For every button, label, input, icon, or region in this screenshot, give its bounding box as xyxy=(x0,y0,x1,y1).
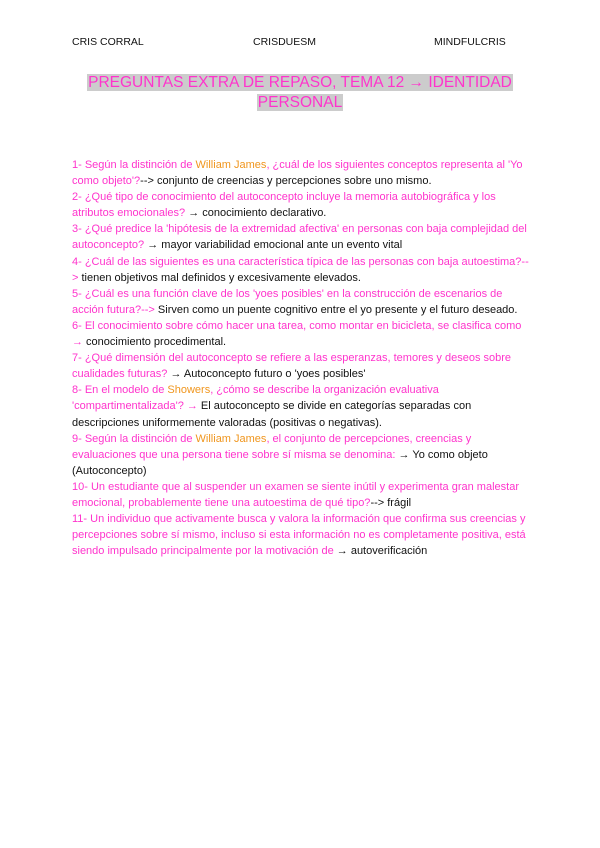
question-text: , el conjunto de percepciones, creencias y evaluaciones que una persona tiene sobre sí misma se denomina: xyxy=(72,432,472,461)
question-text: 8- En el modelo de xyxy=(72,384,168,397)
question-item xyxy=(72,157,532,189)
answer-text: → autoverificación xyxy=(336,545,428,558)
question-text: , ¿cuál de los siguientes conceptos representa al 'Yo como objeto'? xyxy=(72,159,523,188)
author-name: William James xyxy=(195,159,267,171)
question-text: 7- ¿Qué dimensión del autoconcepto se refiere a las esperanzas, temores y deseos sobre cualidades futuras? xyxy=(72,352,512,381)
question-text: 3- ¿Qué predice la 'hipótesis de la extremidad afectiva' en personas con baja complejidad del autoconcepto? xyxy=(72,223,527,252)
answer-text: --> conjunto de creencias y percepciones sobre uno mismo. xyxy=(140,175,432,188)
question-text: 11- Un individuo que activamente busca y valora la información que confirma sus creencias y percepciones sobre sí mismo, incluso si esta información no es completamente positiva, está siendo impulsado principalmente por la motivación de xyxy=(72,513,526,558)
question-item xyxy=(72,479,532,511)
question-text: 5- ¿Cuál es una función clave de los 'yoes posibles' en la construcción de escenarios de acción futura?--> xyxy=(72,287,503,316)
question-item xyxy=(72,511,532,559)
question-text: → xyxy=(186,400,198,413)
question-text: 4- ¿Cuál de las siguientes es una característica típica de las personas con baja autoestima?--> xyxy=(72,255,529,284)
question-text: 9- Según la distinción de xyxy=(72,432,196,445)
question-item xyxy=(72,254,532,286)
question-item xyxy=(72,350,532,382)
question-list xyxy=(72,157,532,559)
question-item xyxy=(72,189,532,221)
answer-text: → mayor variabilidad emocional ante un evento vital xyxy=(147,239,403,252)
answer-text: → Autoconcepto futuro o 'yoes posibles' xyxy=(170,368,366,381)
question-text: 10- Un estudiante que al suspender un examen se siente inútil y experimenta gran malestar emocional, probablemente tiene una autoestima de qué tipo? xyxy=(72,480,519,509)
page-header xyxy=(0,36,600,50)
question-text: 2- ¿Qué tipo de conocimiento del autoconcepto incluye la memoria autobiográfica y los atributos emocionales? xyxy=(72,191,496,220)
document-title xyxy=(60,73,540,113)
answer-text: → conocimiento declarativo. xyxy=(188,207,327,220)
question-item xyxy=(72,221,532,253)
title-line-1: PREGUNTAS EXTRA DE REPASO, TEMA 12 → IDENTIDAD xyxy=(88,74,512,91)
answer-text: conocimiento procedimental. xyxy=(83,336,227,349)
answer-text: --> frágil xyxy=(370,496,412,509)
header-handle-center: CRISDUESM xyxy=(253,36,317,48)
question-text: 1- Según la distinción de xyxy=(72,159,196,171)
question-item xyxy=(72,382,532,430)
header-author-name: CRIS CORRAL xyxy=(72,36,144,48)
question-item xyxy=(72,318,532,350)
question-text: 6- El conocimiento sobre cómo hacer una tarea, como montar en bicicleta, se clasifica como xyxy=(72,319,522,332)
question-text: , ¿cómo se describe la organización evaluativa 'compartimentalizada'? xyxy=(72,384,439,413)
answer-text: tienen objetivos mal definidos y excesivamente elevados. xyxy=(78,271,361,284)
question-item xyxy=(72,286,532,318)
title-line-2: PERSONAL xyxy=(257,94,343,111)
author-name: Showers xyxy=(167,384,211,397)
question-text: → xyxy=(72,336,83,349)
author-name: William James xyxy=(195,432,267,445)
answer-text: → Yo como objeto (Autoconcepto) xyxy=(72,448,488,477)
answer-text: Sirven como un puente cognitivo entre el yo presente y el futuro deseado. xyxy=(154,303,518,316)
answer-text: El autoconcepto se divide en categorías separadas con descripciones uniformemente valoradas (positivas o negativas). xyxy=(72,400,472,429)
question-item xyxy=(72,431,532,479)
header-handle-right: MINDFULCRIS xyxy=(434,36,506,48)
